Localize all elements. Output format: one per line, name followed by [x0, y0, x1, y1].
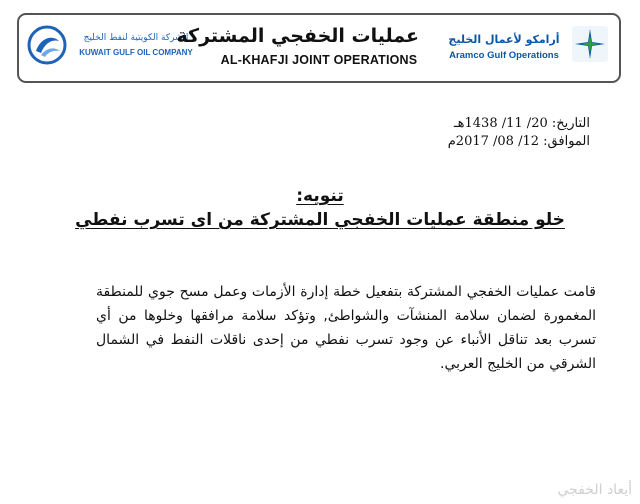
gregorian-date: الموافق: 12/ 08/ 2017م [447, 134, 590, 149]
letterhead [17, 13, 621, 83]
kgoc-logo-icon [27, 25, 67, 65]
aramco-logo-icon [571, 25, 609, 63]
date-block [290, 115, 590, 151]
aramco-name-ar: أرامكو لأعمال الخليج [448, 33, 560, 46]
kgoc-name-en: KUWAIT GULF OIL COMPANY [79, 48, 193, 57]
kgoc-name-ar: الشركة الكويتية لنفط الخليج [83, 33, 189, 43]
aramco-name-en: Aramco Gulf Operations [449, 50, 559, 61]
hijri-date: التاريخ: 20/ 11/ 1438هـ [453, 116, 590, 131]
watermark: أيعاد الخفجي [557, 482, 632, 498]
title-en: AL-KHAFJI JOINT OPERATIONS [220, 53, 418, 67]
aramco-brand [433, 21, 613, 77]
joint-operations-title [176, 23, 419, 67]
notice-subheading: خلو منطقة عمليات الخفجي المشتركة من اى تسرب نفطي [75, 210, 565, 230]
notice-title [0, 184, 640, 232]
title-ar: عمليات الخفجي المشتركة [176, 25, 419, 47]
notice-heading: تنويه: [296, 186, 344, 206]
notice-body: قامت عمليات الخفجي المشتركة بتفعيل خطة إدارة الأزمات وعمل مسح جوي للمنطقة المغمورة لضمان سلامة المنشآت والشواطئ, وتؤكد سلامة مرافقها وخلوها من أي تسرب بعد تناقل الأنباء عن وجود تسرب نفطي من إحدى ناقلات النفط في الشمال الشرقي من الخليج العربي. [96, 284, 596, 372]
